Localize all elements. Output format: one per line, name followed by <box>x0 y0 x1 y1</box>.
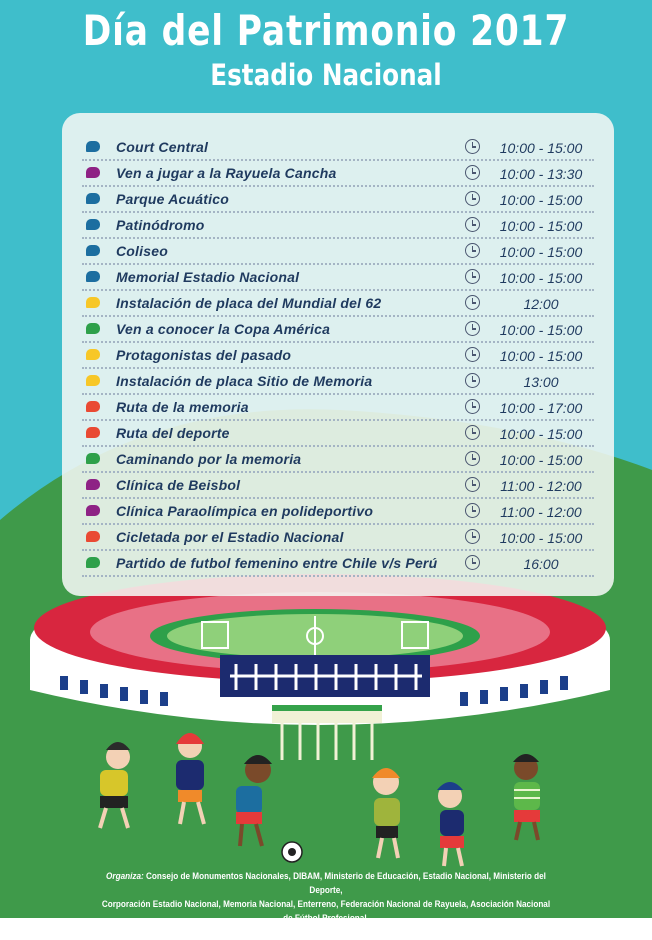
activity-time: 10:00 - 15:00 <box>499 218 583 234</box>
activity-name: Ven a jugar a la Rayuela Cancha <box>116 165 337 181</box>
schedule-row <box>82 473 594 499</box>
schedule-row <box>82 135 594 161</box>
clock-icon <box>465 555 480 570</box>
activity-time: 10:00 - 13:30 <box>499 166 583 182</box>
activity-name: Protagonistas del pasado <box>116 347 292 363</box>
activity-time: 10:00 - 15:00 <box>499 244 583 260</box>
organizers-footer <box>97 870 555 940</box>
activity-time: 11:00 - 12:00 <box>500 504 582 520</box>
schedule-row <box>82 369 594 395</box>
activity-name: Clínica de Beisbol <box>116 477 241 493</box>
activity-name: Ruta del deporte <box>116 425 230 441</box>
clock-icon <box>465 425 480 440</box>
activity-time: 10:00 - 15:00 <box>499 192 583 208</box>
schedule-row <box>82 317 594 343</box>
speech-bubble-icon <box>86 531 100 542</box>
clock-icon <box>465 347 480 362</box>
activity-name: Court Central <box>116 139 209 155</box>
schedule-row <box>82 161 594 187</box>
organizers-line-3: Corporación de Fomento de Fútbol Femenino y Bicipaseos Patrimoniales. <box>182 927 470 938</box>
speech-bubble-icon <box>86 323 100 334</box>
organizers-label: Organiza: <box>106 871 144 882</box>
dotted-divider <box>82 575 594 577</box>
schedule-row <box>82 265 594 291</box>
speech-bubble-icon <box>86 141 100 152</box>
activity-time: 10:00 - 15:00 <box>499 348 583 364</box>
clock-icon <box>465 191 480 206</box>
speech-bubble-icon <box>86 167 100 178</box>
activity-name: Parque Acuático <box>116 191 229 207</box>
schedule-row <box>82 551 594 577</box>
speech-bubble-icon <box>86 297 100 308</box>
schedule-row <box>82 239 594 265</box>
schedule-row <box>82 421 594 447</box>
activity-time: 10:00 - 15:00 <box>499 452 583 468</box>
speech-bubble-icon <box>86 505 100 516</box>
clock-icon <box>465 269 480 284</box>
page-subtitle: Estadio Nacional <box>210 58 442 92</box>
activity-name: Caminando por la memoria <box>116 451 302 467</box>
speech-bubble-icon <box>86 401 100 412</box>
clock-icon <box>465 451 480 466</box>
activity-name: Coliseo <box>116 243 168 259</box>
clock-icon <box>465 477 480 492</box>
activity-time: 10:00 - 17:00 <box>499 400 583 416</box>
speech-bubble-icon <box>86 479 100 490</box>
activity-time: 10:00 - 15:00 <box>499 530 583 546</box>
activity-name: Clínica Paraolímpica en polideportivo <box>116 503 374 519</box>
schedule-row <box>82 395 594 421</box>
soccer-ball <box>282 842 302 862</box>
organizers-line-1: Consejo de Monumentos Nacionales, DIBAM, Ministerio de Educación, Estadio Nacional, Ministerio del Deporte, <box>146 871 546 896</box>
clock-icon <box>465 399 480 414</box>
schedule-row <box>82 499 594 525</box>
clock-icon <box>465 321 480 336</box>
schedule-panel <box>62 113 614 596</box>
schedule-row <box>82 447 594 473</box>
activity-name: Instalación de placa Sitio de Memoria <box>116 373 373 389</box>
schedule-row <box>82 525 594 551</box>
clock-icon <box>465 217 480 232</box>
activity-time: 10:00 - 15:00 <box>499 426 583 442</box>
activity-name: Ruta de la memoria <box>116 399 249 415</box>
organizers-line-2: Corporación Estadio Nacional, Memoria Nacional, Enterreno, Federación Nacional de Rayuela, Asociación Nacional de Fútbol Profesional, <box>101 899 551 924</box>
activity-name: Cicletada por el Estadio Nacional <box>116 529 344 545</box>
activity-time: 10:00 - 15:00 <box>499 270 583 286</box>
activity-time: 12:00 <box>523 296 559 312</box>
speech-bubble-icon <box>86 349 100 360</box>
activity-name: Partido de futbol femenino entre Chile v/s Perú <box>116 555 438 571</box>
page-title: Día del Patrimonio 2017 <box>82 6 570 55</box>
clock-icon <box>465 373 480 388</box>
activity-time: 10:00 - 15:00 <box>499 322 583 338</box>
schedule-row <box>82 187 594 213</box>
clock-icon <box>465 295 480 310</box>
speech-bubble-icon <box>86 271 100 282</box>
clock-icon <box>465 503 480 518</box>
schedule-row <box>82 213 594 239</box>
activity-time: 13:00 <box>523 374 559 390</box>
activity-time: 11:00 - 12:00 <box>500 478 582 494</box>
speech-bubble-icon <box>86 245 100 256</box>
clock-icon <box>465 165 480 180</box>
speech-bubble-icon <box>86 193 100 204</box>
speech-bubble-icon <box>86 427 100 438</box>
clock-icon <box>465 139 480 154</box>
speech-bubble-icon <box>86 453 100 464</box>
activity-name: Ven a conocer la Copa América <box>116 321 331 337</box>
activity-time: 10:00 - 15:00 <box>499 140 583 156</box>
clock-icon <box>465 243 480 258</box>
speech-bubble-icon <box>86 375 100 386</box>
activity-name: Memorial Estadio Nacional <box>116 269 300 285</box>
activity-name: Instalación de placa del Mundial del 62 <box>116 295 382 311</box>
speech-bubble-icon <box>86 557 100 568</box>
schedule-row <box>82 343 594 369</box>
schedule-row <box>82 291 594 317</box>
clock-icon <box>465 529 480 544</box>
speech-bubble-icon <box>86 219 100 230</box>
activity-time: 16:00 <box>523 556 559 572</box>
activity-name: Patinódromo <box>116 217 205 233</box>
